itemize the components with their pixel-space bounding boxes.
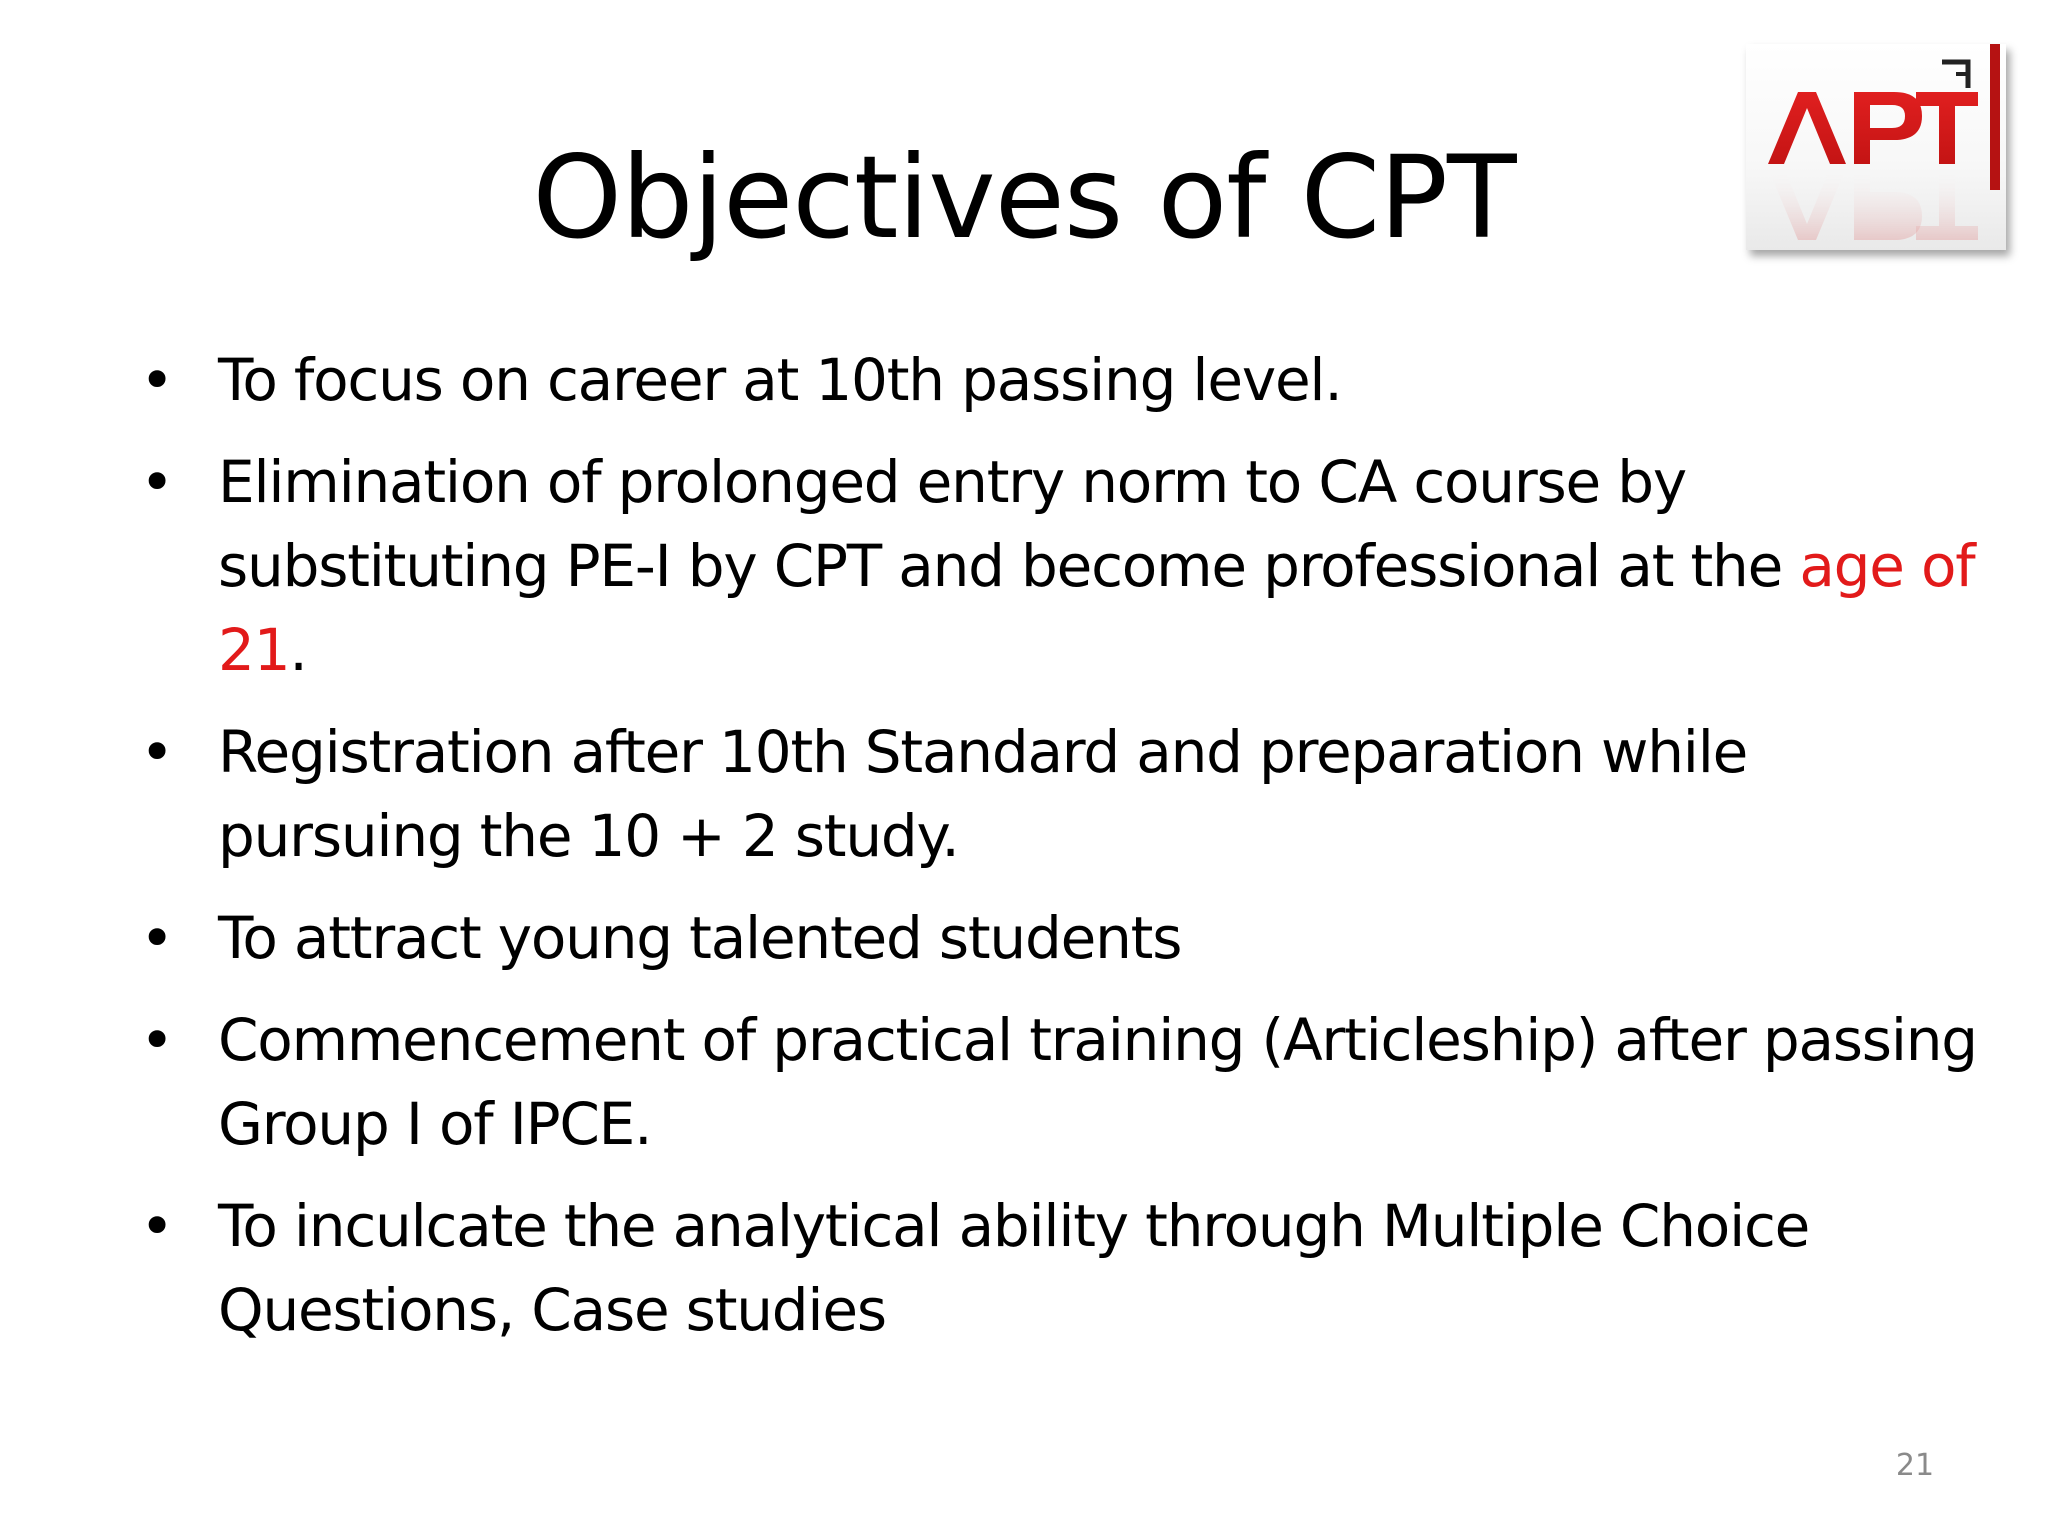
- objectives-list: [140, 338, 2000, 1370]
- list-item-text-end: .: [289, 616, 307, 684]
- list-item-text: To attract young talented students: [218, 904, 1182, 972]
- bullet-dot: •: [140, 1192, 174, 1260]
- slide-title: Objectives of CPT: [532, 131, 1516, 264]
- list-item-text: Commencement of practical training (Articleship) after passing Group I of IPCE.: [218, 1006, 1977, 1158]
- list-item-text: Registration after 10th Standard and preparation while pursuing the 10 + 2 study.: [218, 718, 1748, 870]
- bullet-dot: •: [140, 448, 174, 516]
- bullet-dot: •: [140, 346, 174, 414]
- list-item: [140, 998, 2000, 1166]
- list-item: [140, 440, 2000, 692]
- page-number: 21: [1895, 1448, 1935, 1483]
- bullet-dot: •: [140, 718, 174, 786]
- apt-logo-graphic: [1746, 44, 2006, 250]
- bullet-dot: •: [140, 904, 174, 972]
- list-item-text: To focus on career at 10th passing level.: [218, 346, 1342, 414]
- apt-logo: [1746, 44, 2006, 250]
- list-item: [140, 338, 2000, 422]
- list-item-text: To inculcate the analytical ability through Multiple Choice Questions, Case studies: [218, 1192, 1810, 1344]
- highlighted-text: age of 21: [218, 532, 1975, 684]
- list-item: [140, 896, 2000, 980]
- list-item: [140, 1184, 2000, 1352]
- list-item-text: Elimination of prolonged entry norm to CA course by substituting PE-I by CPT and become professional at the: [218, 448, 1800, 600]
- bullet-dot: •: [140, 1006, 174, 1074]
- list-item: [140, 710, 2000, 878]
